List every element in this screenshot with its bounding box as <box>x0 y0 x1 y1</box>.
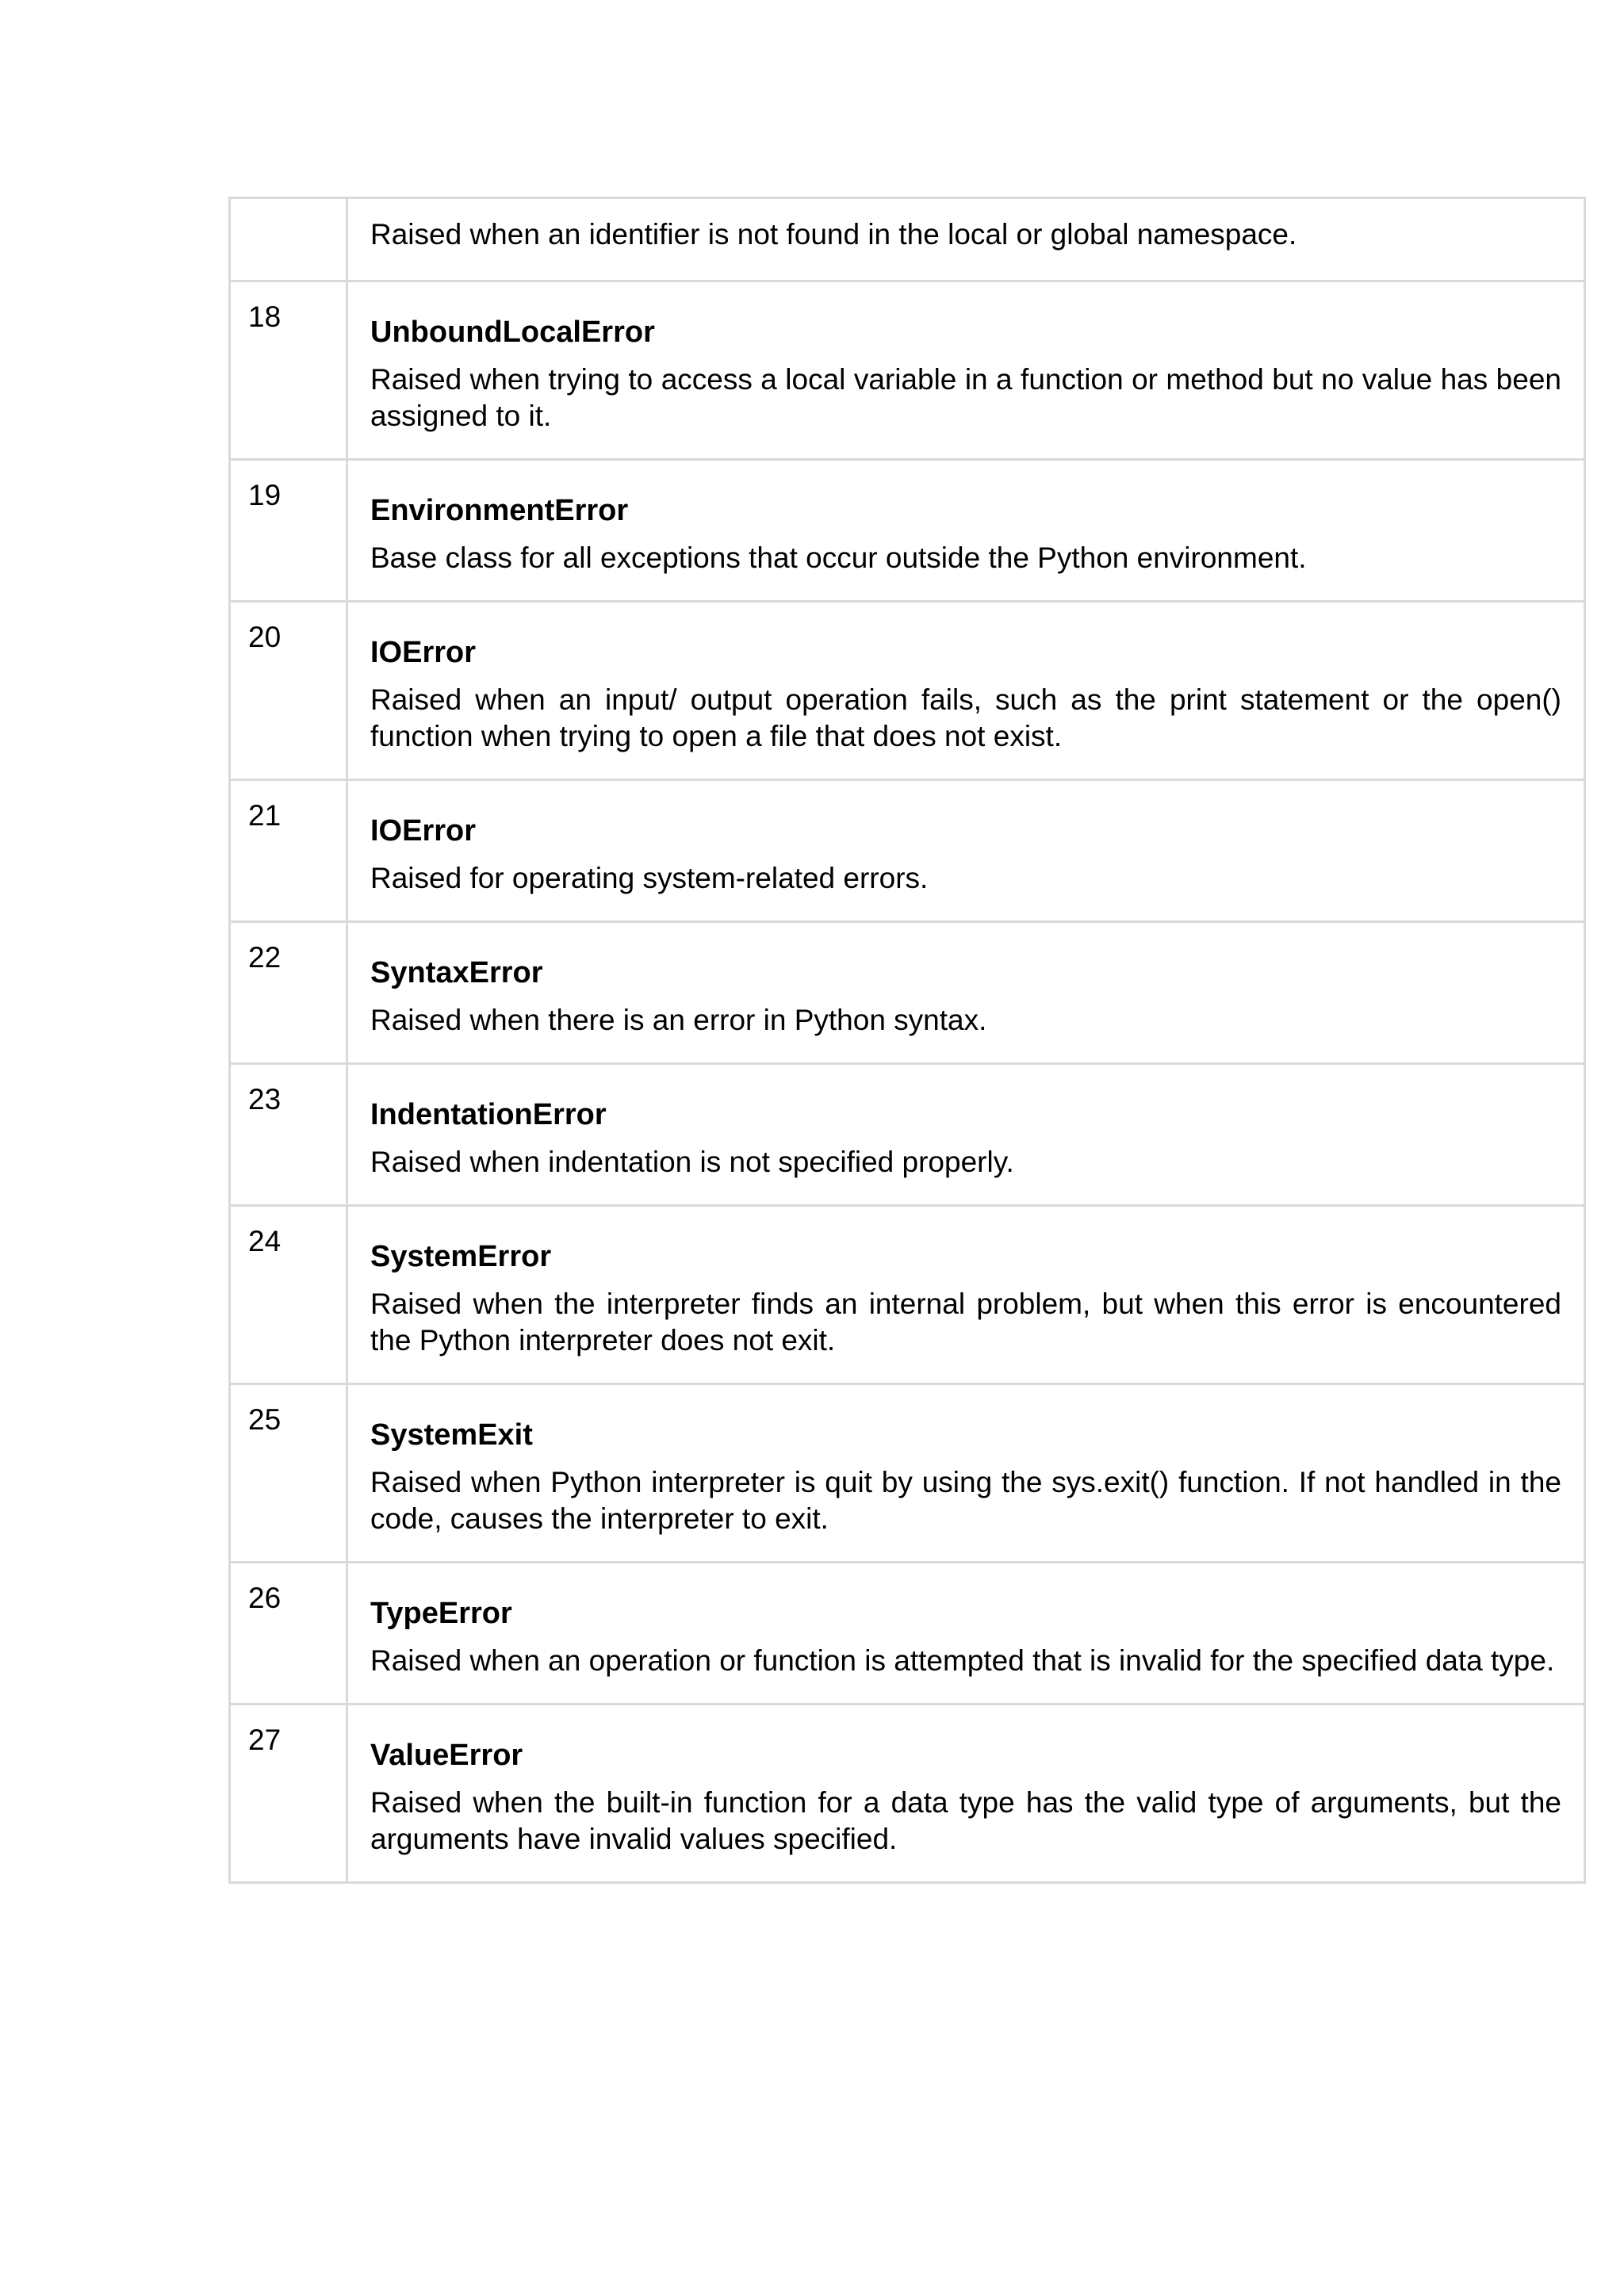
table-row <box>231 1383 1584 1561</box>
exception-name: ValueError <box>370 1739 523 1772</box>
row-content <box>348 1065 1584 1204</box>
exception-name: IndentationError <box>370 1098 607 1131</box>
row-number: 18 <box>231 282 348 458</box>
row-content <box>348 603 1584 779</box>
table-row <box>231 920 1584 1062</box>
exception-description: Raised when the interpreter finds an internal problem, but when this error is encountered the Python interpreter does not exit. <box>370 1288 1561 1357</box>
exception-description: Base class for all exceptions that occur outside the Python environment. <box>370 541 1307 574</box>
row-content <box>348 1385 1584 1561</box>
exception-description: Raised when the built-in function for a data type has the valid type of arguments, but the arguments have invalid values specified. <box>370 1786 1561 1855</box>
exception-name: IOError <box>370 814 477 848</box>
row-number: 25 <box>231 1385 348 1561</box>
exception-description: Raised when there is an error in Python syntax. <box>370 1004 987 1036</box>
row-number: 27 <box>231 1705 348 1881</box>
exception-description: Raised when an operation or function is attempted that is invalid for the specified data type. <box>370 1644 1555 1677</box>
row-number: 23 <box>231 1065 348 1204</box>
row-number: 20 <box>231 603 348 779</box>
exception-name: IOError <box>370 636 477 669</box>
exception-description: Raised when an input/ output operation fails, such as the print statement or the open() function when trying to open a file that does not exist. <box>370 683 1561 752</box>
table-row <box>231 458 1584 600</box>
table-row <box>231 1062 1584 1204</box>
row-number: 19 <box>231 461 348 600</box>
exception-name: SyntaxError <box>370 956 543 989</box>
table-row <box>231 779 1584 920</box>
row-content <box>348 461 1584 600</box>
row-content <box>348 1207 1584 1383</box>
row-content <box>348 1563 1584 1703</box>
row-content <box>348 923 1584 1062</box>
exception-name: TypeError <box>370 1597 512 1630</box>
table-row <box>231 280 1584 458</box>
table-row <box>231 199 1584 280</box>
row-content <box>348 199 1584 280</box>
row-content <box>348 282 1584 458</box>
exception-description: Raised when Python interpreter is quit by using the sys.exit() function. If not handled in the code, causes the interpreter to exit. <box>370 1466 1561 1535</box>
exception-name: EnvironmentError <box>370 494 629 527</box>
row-number <box>231 199 348 280</box>
exception-description: Raised when trying to access a local variable in a function or method but no value has been assigned to it. <box>370 363 1561 432</box>
exception-description: Raised when an identifier is not found in the local or global namespace. <box>370 218 1297 251</box>
table-row <box>231 1703 1584 1881</box>
row-number: 24 <box>231 1207 348 1383</box>
table-row <box>231 600 1584 779</box>
exceptions-table <box>228 197 1586 1884</box>
row-number: 26 <box>231 1563 348 1703</box>
exception-description: Raised when indentation is not specified properly. <box>370 1146 1014 1178</box>
table-row <box>231 1561 1584 1703</box>
row-content <box>348 1705 1584 1881</box>
exception-description: Raised for operating system-related errors. <box>370 862 929 894</box>
row-content <box>348 781 1584 920</box>
row-number: 22 <box>231 923 348 1062</box>
table-row <box>231 1204 1584 1383</box>
row-number: 21 <box>231 781 348 920</box>
exception-name: UnboundLocalError <box>370 316 655 349</box>
exception-name: SystemExit <box>370 1418 533 1452</box>
exception-name: SystemError <box>370 1240 552 1273</box>
